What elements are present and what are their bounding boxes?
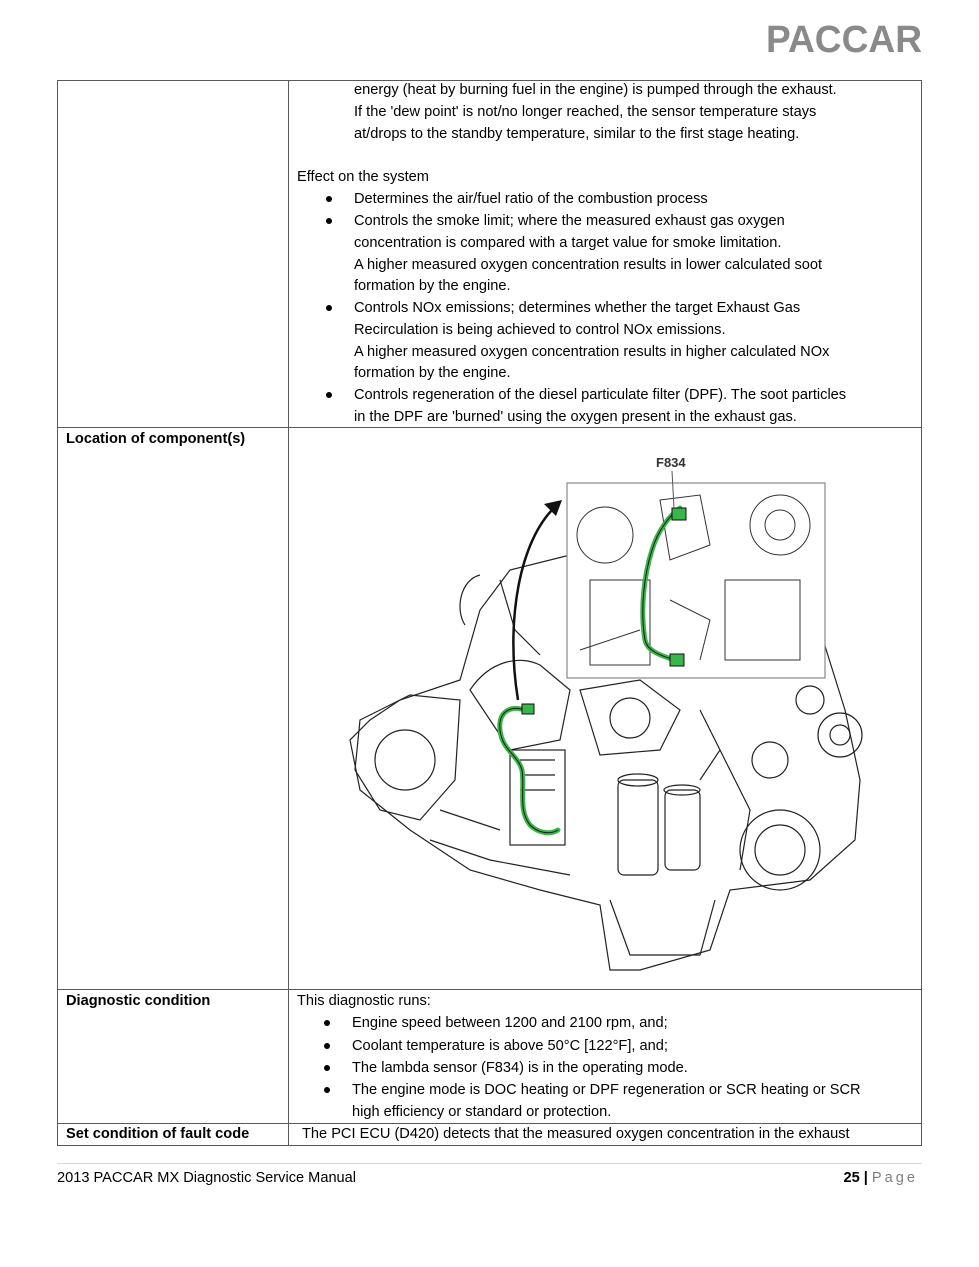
engine-illustration	[340, 450, 870, 975]
bullet-dot	[326, 218, 332, 224]
table-rule	[57, 989, 922, 990]
condition-bullet-text: The engine mode is DOC heating or DPF regeneration or SCR heating or SCR	[352, 1082, 861, 1098]
condition-bullet-text: The lambda sensor (F834) is in the operating mode.	[352, 1060, 688, 1076]
continuation-line: at/drops to the standby temperature, similar to the first stage heating.	[354, 126, 800, 142]
effect-bullet-text: Recirculation is being achieved to control NOx emissions.	[354, 322, 726, 338]
condition-bullet-text: Coolant temperature is above 50°C [122°F], and;	[352, 1038, 668, 1054]
effect-bullet-text: Controls NOx emissions; determines whether the target Exhaust Gas	[354, 300, 801, 316]
effect-bullet-text: Determines the air/fuel ratio of the combustion process	[354, 191, 708, 207]
engine-figure	[340, 450, 870, 979]
diagnostic-condition-label: Diagnostic condition	[66, 993, 211, 1009]
effect-bullet-text: A higher measured oxygen concentration results in higher calculated NOx	[354, 344, 830, 360]
set-condition-text: The PCI ECU (D420) detects that the measured oxygen concentration in the exhaust	[302, 1126, 850, 1142]
table-rule	[921, 80, 922, 1146]
effect-bullet-text: concentration is compared with a target value for smoke limitation.	[354, 235, 782, 251]
bullet-dot	[324, 1020, 330, 1026]
footer-rule	[57, 1163, 922, 1164]
effect-bullet-text: Controls the smoke limit; where the measured exhaust gas oxygen	[354, 213, 785, 229]
bullet-dot	[324, 1065, 330, 1071]
effect-bullet-text: A higher measured oxygen concentration results in lower calculated soot	[354, 257, 823, 273]
bullet-dot	[324, 1087, 330, 1093]
effect-bullet-text: in the DPF are 'burned' using the oxygen present in the exhaust gas.	[354, 409, 797, 425]
page-separator: |	[863, 1170, 868, 1186]
effect-bullet-text: formation by the engine.	[354, 365, 511, 381]
logo-text: PACCAR	[766, 20, 922, 56]
effect-heading: Effect on the system	[297, 169, 429, 185]
footer-page	[843, 1168, 918, 1189]
table-rule	[57, 80, 58, 1146]
effect-bullet-text: Controls regeneration of the diesel particulate filter (DPF). The soot particles	[354, 387, 847, 403]
page-word: Page	[871, 1170, 918, 1186]
footer-title: 2013 PACCAR MX Diagnostic Service Manual	[57, 1170, 357, 1186]
condition-bullet-text: Engine speed between 1200 and 2100 rpm, and;	[352, 1015, 668, 1031]
diagnostic-intro: This diagnostic runs:	[297, 993, 431, 1009]
bullet-dot	[326, 305, 332, 311]
figure-callout: F834	[656, 455, 686, 470]
paccar-logo	[766, 20, 924, 60]
effect-bullet-text: formation by the engine.	[354, 278, 511, 294]
bullet-dot	[326, 196, 332, 202]
page-number: 25	[843, 1170, 860, 1186]
bullet-dot	[326, 392, 332, 398]
continuation-line: energy (heat by burning fuel in the engine) is pumped through the exhaust.	[354, 82, 837, 98]
location-label: Location of component(s)	[66, 431, 246, 447]
continuation-line: If the 'dew point' is not/no longer reached, the sensor temperature stays	[354, 104, 817, 120]
table-rule	[288, 80, 289, 1146]
bullet-dot	[324, 1043, 330, 1049]
condition-bullet-text: high efficiency or standard or protection.	[352, 1104, 612, 1120]
set-condition-label: Set condition of fault code	[66, 1126, 250, 1142]
